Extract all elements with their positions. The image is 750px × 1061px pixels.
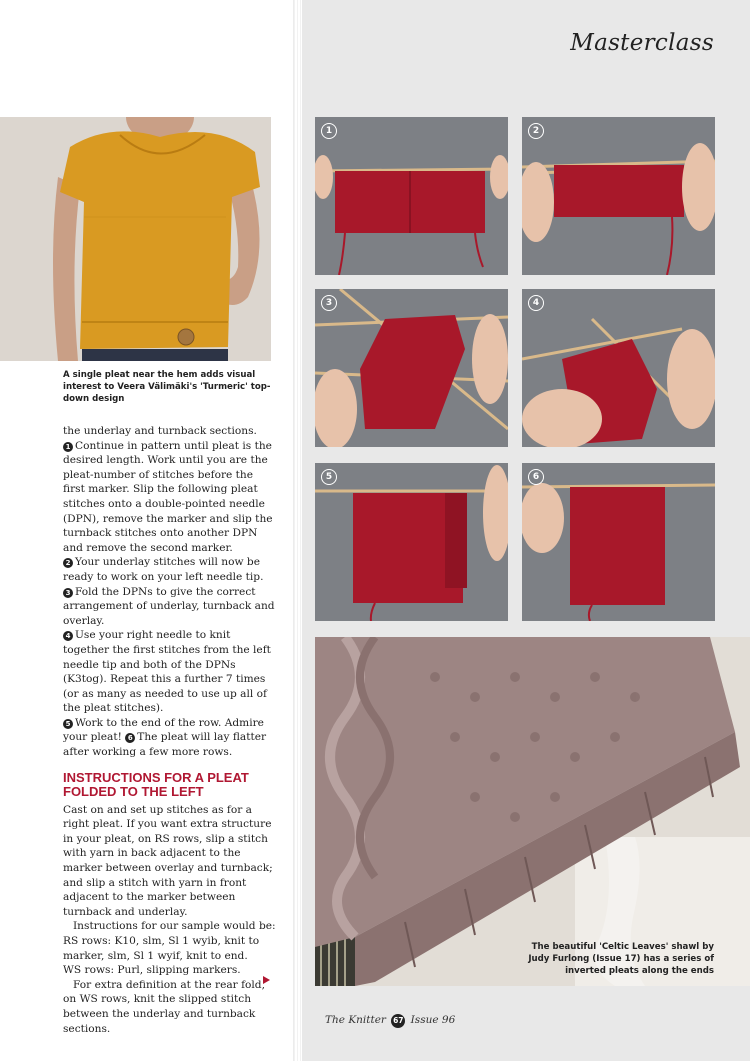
step-3-text: 3 Fold the DPNs to give the correct arrangement of underlay, turnback and overlay.: [63, 585, 275, 627]
paragraph: For extra definition at the rear fold, on WS rows, knit the slipped stitch between the underlay and turnback sections.: [63, 978, 265, 1035]
shawl-photo-caption: The beautiful 'Celtic Leaves' shawl by Judy Furlong (Issue 17) has a series of inverted pleats along the ends: [528, 942, 714, 976]
step-badge-2: 2: [528, 123, 544, 139]
step-photo-4: [522, 289, 715, 447]
issue-number: Issue 96: [410, 1014, 456, 1026]
step-number-badge: 1: [63, 442, 73, 452]
page-footer: [325, 1014, 455, 1028]
shawl-photo: [315, 637, 750, 986]
continue-arrow-icon: [263, 976, 270, 984]
step-photo-6: [522, 463, 715, 621]
step-1-text: 1 Continue in pattern until pleat is the desired length. Work until you are the pleat-number of stitches before the first marker. Slip the following pleat stitches onto a double-pointed needle (DPN), remove the marker and slip the turnback stitches onto another DPN and remove the second marker.: [63, 439, 273, 554]
paragraph: Cast on and set up stitches as for a right pleat. If you want extra structure in your pleat, on RS rows, slip a stitch with yarn in back adjacent to the marker between overlay and turnback; and slip a stitch with yarn in front adjacent to the marker between turnback and underlay.: [63, 803, 273, 918]
step-badge-4: 4: [528, 295, 544, 311]
rs-rows-instruction: RS rows: K10, slm, Sl 1 wyib, knit to marker, slm, Sl 1 wyif, knit to end.: [63, 935, 260, 962]
section-title: Masterclass: [570, 30, 714, 56]
step-badge-5: 5: [321, 469, 337, 485]
ws-rows-instruction: WS rows: Purl, slipping markers.: [63, 964, 241, 977]
step-number-badge: 5: [63, 719, 73, 729]
step-photo-5: [315, 463, 508, 621]
step-badge-6: 6: [528, 469, 544, 485]
article-body: [63, 424, 278, 1036]
page-number-badge: 67: [391, 1014, 405, 1028]
step-number-badge: 6: [125, 733, 135, 743]
step-photo-3: [315, 289, 508, 447]
step-number-badge: 2: [63, 558, 73, 568]
step-4-text: 4 Use your right needle to knit together the first stitches from the left needle tip and both of the DPNs (K3tog). Repeat this a further 7 times (or as many as needed to use up all of the pleat stitches).: [63, 629, 271, 715]
model-photo-caption: A single pleat near the hem adds visual interest to Veera Välimäki's 'Turmeric' top-down design: [63, 370, 271, 404]
page-spine: [293, 0, 302, 1061]
step-badge-3: 3: [321, 295, 337, 311]
section-heading: INSTRUCTIONS FOR A PLEAT FOLDED TO THE LEFT: [63, 769, 249, 799]
model-photo: [0, 117, 271, 361]
intro-line: the underlay and turnback sections.: [63, 425, 257, 437]
step-badge-1: 1: [321, 123, 337, 139]
step-5-6-text: 5 Work to the end of the row. Admire your pleat! 6 The pleat will lay flatter after working a few more rows.: [63, 716, 267, 759]
step-photo-2: [522, 117, 715, 275]
step-number-badge: 3: [63, 588, 73, 598]
step-2-text: 2 Your underlay stitches will now be ready to work on your left needle tip.: [63, 556, 264, 583]
step-number-badge: 4: [63, 631, 73, 641]
magazine-name: The Knitter: [325, 1014, 386, 1026]
step-photo-1: [315, 117, 508, 275]
paragraph: Instructions for our sample would be:: [73, 920, 276, 933]
